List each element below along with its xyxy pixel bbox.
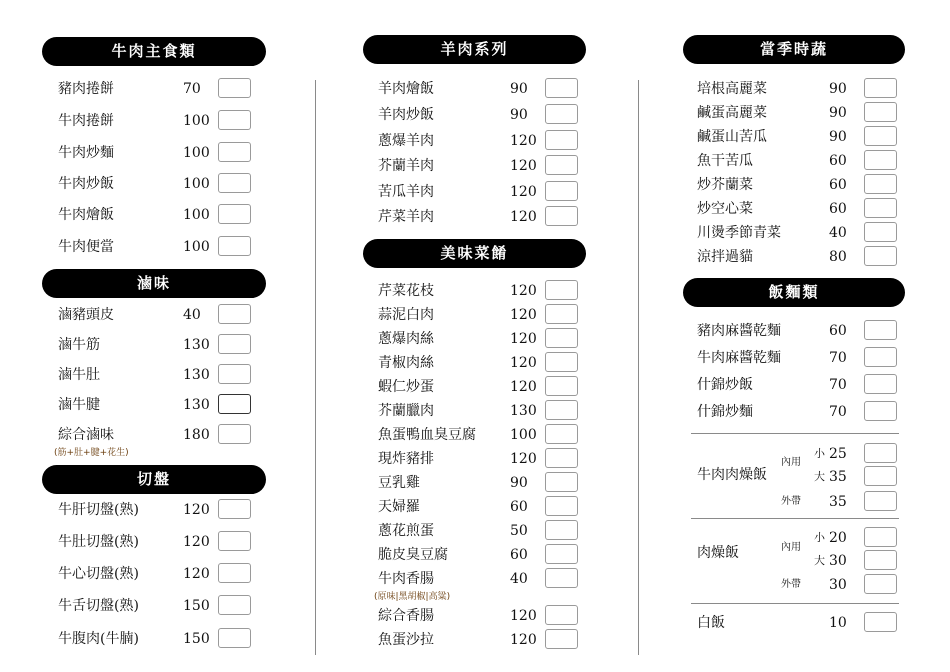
quantity-box[interactable] xyxy=(864,527,897,547)
item-price: 10 xyxy=(829,615,847,631)
menu-item xyxy=(58,79,258,99)
item-name: 什錦炒飯 xyxy=(697,377,753,393)
item-price: 100 xyxy=(183,207,210,223)
menu-item xyxy=(697,348,897,368)
menu-item xyxy=(378,497,578,517)
menu-column-1 xyxy=(54,0,258,672)
item-name: 牛心切盤(熟) xyxy=(58,566,139,582)
menu-item xyxy=(58,500,258,520)
quantity-box[interactable] xyxy=(545,472,578,492)
menu-item xyxy=(378,353,578,373)
item-name: 鹹蛋山苦瓜 xyxy=(697,129,767,145)
item-price: 60 xyxy=(510,547,528,563)
quantity-box[interactable] xyxy=(864,443,897,463)
menu-item xyxy=(58,143,258,163)
size-small-label: 小 xyxy=(814,531,825,544)
menu-column-3 xyxy=(697,0,897,672)
item-price: 120 xyxy=(510,307,537,323)
size-small-label: 小 xyxy=(814,447,825,460)
menu-item xyxy=(378,156,578,176)
menu-item xyxy=(58,596,258,616)
item-price: 30 xyxy=(829,553,847,569)
item-price: 120 xyxy=(510,283,537,299)
quantity-box[interactable] xyxy=(864,174,897,194)
section-header-rice-noodle: 飯麵類 xyxy=(683,278,905,307)
quantity-box[interactable] xyxy=(545,376,578,396)
quantity-box[interactable] xyxy=(545,78,578,98)
item-name: 涼拌過貓 xyxy=(697,249,753,265)
item-price: 35 xyxy=(829,494,847,510)
item-name: 蔥花煎蛋 xyxy=(378,523,434,539)
item-name: 牛舌切盤(熟) xyxy=(58,598,139,614)
item-price: 30 xyxy=(829,577,847,593)
section-header-braised: 滷味 xyxy=(42,269,266,298)
item-name: 滷豬頭皮 xyxy=(58,307,114,323)
item-name: 鹹蛋高麗菜 xyxy=(697,105,767,121)
item-name: 魚干苦瓜 xyxy=(697,153,753,169)
menu-item xyxy=(58,425,258,445)
item-name: 豬肉捲餅 xyxy=(58,81,114,97)
menu-item xyxy=(378,182,578,202)
item-name: 炒空心菜 xyxy=(697,201,753,217)
item-name: 蒜泥白肉 xyxy=(378,307,434,323)
item-name: 川燙季節青菜 xyxy=(697,225,781,241)
item-name: 現炸豬排 xyxy=(378,451,434,467)
quantity-box[interactable] xyxy=(545,328,578,348)
item-name: 牛肉捲餅 xyxy=(58,113,114,129)
item-price: 20 xyxy=(829,530,847,546)
quantity-box[interactable] xyxy=(864,102,897,122)
menu-item xyxy=(697,375,897,395)
dine-in-label: 內用 xyxy=(781,457,801,468)
quantity-box[interactable] xyxy=(218,334,251,354)
item-name: 牛肝切盤(熟) xyxy=(58,502,139,518)
menu-item xyxy=(697,321,897,341)
menu-item xyxy=(697,175,897,195)
quantity-box[interactable] xyxy=(545,568,578,588)
item-name: 羊肉炒飯 xyxy=(378,107,434,123)
item-price: 90 xyxy=(510,475,528,491)
item-price: 120 xyxy=(183,534,210,550)
item-name: 牛肉炒麵 xyxy=(58,145,114,161)
quantity-box[interactable] xyxy=(218,173,251,193)
item-price: 25 xyxy=(829,446,847,462)
menu-item xyxy=(58,395,258,415)
menu-item xyxy=(697,223,897,243)
item-name: 牛肉便當 xyxy=(58,239,114,255)
item-name: 牛腹肉(牛腩) xyxy=(58,631,139,647)
item-price: 90 xyxy=(510,81,528,97)
takeout-label: 外帶 xyxy=(781,496,801,507)
quantity-box[interactable] xyxy=(218,628,251,648)
quantity-box[interactable] xyxy=(545,544,578,564)
item-name: 蝦仁炒蛋 xyxy=(378,379,434,395)
divider-line xyxy=(691,518,899,519)
menu-item xyxy=(697,79,897,99)
item-name: 牛肉燴飯 xyxy=(58,207,114,223)
item-price: 150 xyxy=(183,598,210,614)
item-price: 40 xyxy=(829,225,847,241)
item-name: 牛肚切盤(熟) xyxy=(58,534,139,550)
menu-item xyxy=(378,377,578,397)
item-price: 120 xyxy=(510,133,537,149)
quantity-box[interactable] xyxy=(545,352,578,372)
menu-item xyxy=(378,606,578,626)
menu-item xyxy=(58,564,258,584)
item-price: 70 xyxy=(829,404,847,420)
item-name: 脆皮臭豆腐 xyxy=(378,547,448,563)
item-price: 90 xyxy=(510,107,528,123)
menu-item xyxy=(378,329,578,349)
quantity-box[interactable] xyxy=(864,126,897,146)
item-name: 芥蘭羊肉 xyxy=(378,158,434,174)
item-price: 60 xyxy=(829,201,847,217)
quantity-box[interactable] xyxy=(864,374,897,394)
item-name: 豆乳雞 xyxy=(378,475,420,491)
quantity-box[interactable] xyxy=(864,466,897,486)
quantity-box[interactable] xyxy=(218,142,251,162)
item-price: 130 xyxy=(183,367,210,383)
item-name: 魚蛋沙拉 xyxy=(378,632,434,648)
quantity-box[interactable] xyxy=(218,424,251,444)
item-price: 50 xyxy=(510,523,528,539)
item-name: 天婦羅 xyxy=(378,499,420,515)
menu-column-2 xyxy=(374,0,578,672)
menu-item xyxy=(378,281,578,301)
item-price: 60 xyxy=(829,153,847,169)
size-large-label: 大 xyxy=(814,470,825,483)
menu-item xyxy=(697,199,897,219)
menu-item xyxy=(697,151,897,171)
quantity-box[interactable] xyxy=(864,550,897,570)
item-price: 120 xyxy=(510,158,537,174)
item-price: 120 xyxy=(183,566,210,582)
quantity-box[interactable] xyxy=(218,78,251,98)
quantity-box[interactable] xyxy=(218,595,251,615)
menu-item xyxy=(378,521,578,541)
quantity-box[interactable] xyxy=(545,104,578,124)
quantity-box[interactable] xyxy=(218,394,251,414)
menu-item xyxy=(58,174,258,194)
quantity-box[interactable] xyxy=(545,181,578,201)
item-name: 什錦炒麵 xyxy=(697,404,753,420)
item-price: 90 xyxy=(829,129,847,145)
item-name: 芥蘭臘肉 xyxy=(378,403,434,419)
item-name: 綜合滷味 xyxy=(58,427,114,443)
item-name: 滷牛肚 xyxy=(58,367,100,383)
dine-in-label: 內用 xyxy=(781,542,801,553)
quantity-box[interactable] xyxy=(545,400,578,420)
section-header-sliced: 切盤 xyxy=(42,465,266,494)
quantity-box[interactable] xyxy=(864,491,897,511)
menu-item xyxy=(697,127,897,147)
item-price: 180 xyxy=(183,427,210,443)
menu-item xyxy=(58,237,258,257)
item-price: 130 xyxy=(183,397,210,413)
menu-item xyxy=(58,532,258,552)
section-header-dishes: 美味菜餚 xyxy=(363,239,586,268)
item-name: 白飯 xyxy=(697,615,725,631)
quantity-box[interactable] xyxy=(545,130,578,150)
quantity-box[interactable] xyxy=(545,520,578,540)
quantity-box[interactable] xyxy=(545,605,578,625)
section-header-veg: 當季時蔬 xyxy=(683,35,905,64)
item-name: 肉燥飯 xyxy=(697,545,739,561)
quantity-box[interactable] xyxy=(218,204,251,224)
column-divider-1 xyxy=(315,80,316,655)
quantity-box[interactable] xyxy=(218,499,251,519)
item-name: 蔥爆肉絲 xyxy=(378,331,434,347)
item-price: 130 xyxy=(510,403,537,419)
menu-item xyxy=(697,247,897,267)
quantity-box[interactable] xyxy=(218,531,251,551)
item-name: 芹菜羊肉 xyxy=(378,209,434,225)
menu-item xyxy=(378,131,578,151)
quantity-box[interactable] xyxy=(864,347,897,367)
quantity-box[interactable] xyxy=(218,110,251,130)
item-price: 120 xyxy=(510,632,537,648)
item-price: 100 xyxy=(183,113,210,129)
item-price: 100 xyxy=(183,239,210,255)
item-name: 蔥爆羊肉 xyxy=(378,133,434,149)
item-price: 120 xyxy=(510,355,537,371)
quantity-box[interactable] xyxy=(545,424,578,444)
item-price: 100 xyxy=(510,427,537,443)
quantity-box[interactable] xyxy=(864,320,897,340)
menu-item xyxy=(378,569,578,589)
item-price: 40 xyxy=(510,571,528,587)
quantity-box[interactable] xyxy=(545,155,578,175)
item-name: 青椒肉絲 xyxy=(378,355,434,371)
item-name: 滷牛筋 xyxy=(58,337,100,353)
menu-item-white-rice xyxy=(697,613,897,633)
item-price: 130 xyxy=(183,337,210,353)
section-header-lamb: 羊肉系列 xyxy=(363,35,586,64)
section-header-beef-main: 牛肉主食類 xyxy=(42,37,266,66)
menu-item xyxy=(378,545,578,565)
menu-item xyxy=(378,207,578,227)
quantity-box[interactable] xyxy=(864,150,897,170)
menu-item xyxy=(58,629,258,649)
quantity-box[interactable] xyxy=(545,448,578,468)
quantity-box[interactable] xyxy=(218,236,251,256)
item-price: 60 xyxy=(829,323,847,339)
item-price: 70 xyxy=(829,350,847,366)
item-price: 120 xyxy=(510,379,537,395)
quantity-box[interactable] xyxy=(864,246,897,266)
item-name: 牛肉炒飯 xyxy=(58,176,114,192)
menu-item xyxy=(378,425,578,445)
quantity-box[interactable] xyxy=(864,222,897,242)
item-price: 35 xyxy=(829,469,847,485)
item-price: 100 xyxy=(183,176,210,192)
item-name: 魚蛋鴨血臭豆腐 xyxy=(378,427,476,443)
sausage-flavor-note: (原味|黑胡椒|高粱) xyxy=(374,592,451,602)
menu-item xyxy=(697,402,897,422)
item-name: 牛肉香腸 xyxy=(378,571,434,587)
item-name: 豬肉麻醬乾麵 xyxy=(697,323,781,339)
item-price: 120 xyxy=(510,608,537,624)
menu-item xyxy=(378,449,578,469)
menu-item xyxy=(378,105,578,125)
item-price: 120 xyxy=(510,184,537,200)
menu-item xyxy=(58,111,258,131)
takeout-label: 外帶 xyxy=(781,579,801,590)
item-name: 牛肉肉燥飯 xyxy=(697,467,767,483)
item-price: 90 xyxy=(829,81,847,97)
item-price: 60 xyxy=(829,177,847,193)
item-price: 120 xyxy=(510,209,537,225)
divider-line xyxy=(691,603,899,604)
item-name: 苦瓜羊肉 xyxy=(378,184,434,200)
column-divider-2 xyxy=(638,80,639,655)
item-price: 40 xyxy=(183,307,201,323)
item-price: 80 xyxy=(829,249,847,265)
size-large-label: 大 xyxy=(814,554,825,567)
braised-combo-note: (筋+肚+腱+花生) xyxy=(54,448,129,458)
item-price: 60 xyxy=(510,499,528,515)
menu-item xyxy=(378,630,578,650)
item-name: 滷牛腱 xyxy=(58,397,100,413)
menu-item xyxy=(378,305,578,325)
menu-item xyxy=(58,205,258,225)
quantity-box[interactable] xyxy=(864,198,897,218)
quantity-box[interactable] xyxy=(218,364,251,384)
item-price: 70 xyxy=(183,81,201,97)
quantity-box[interactable] xyxy=(545,280,578,300)
item-price: 90 xyxy=(829,105,847,121)
quantity-box[interactable] xyxy=(545,304,578,324)
menu-item xyxy=(58,335,258,355)
item-price: 70 xyxy=(829,377,847,393)
item-name: 羊肉燴飯 xyxy=(378,81,434,97)
menu-item xyxy=(697,103,897,123)
quantity-box[interactable] xyxy=(864,78,897,98)
menu-item xyxy=(58,305,258,325)
item-price: 100 xyxy=(183,145,210,161)
quantity-box[interactable] xyxy=(864,401,897,421)
menu-item xyxy=(58,365,258,385)
item-price: 120 xyxy=(510,331,537,347)
item-price: 120 xyxy=(510,451,537,467)
quantity-box[interactable] xyxy=(545,206,578,226)
divider-line xyxy=(691,433,899,434)
quantity-box[interactable] xyxy=(545,496,578,516)
item-name: 炒芥蘭菜 xyxy=(697,177,753,193)
item-name: 牛肉麻醬乾麵 xyxy=(697,350,781,366)
item-name: 培根高麗菜 xyxy=(697,81,767,97)
item-name: 綜合香腸 xyxy=(378,608,434,624)
item-price: 150 xyxy=(183,631,210,647)
item-price: 120 xyxy=(183,502,210,518)
quantity-box[interactable] xyxy=(218,563,251,583)
quantity-box[interactable] xyxy=(218,304,251,324)
menu-item xyxy=(378,473,578,493)
menu-item xyxy=(378,401,578,421)
quantity-box[interactable] xyxy=(864,612,897,632)
menu-item xyxy=(378,79,578,99)
quantity-box[interactable] xyxy=(864,574,897,594)
quantity-box[interactable] xyxy=(545,629,578,649)
item-name: 芹菜花枝 xyxy=(378,283,434,299)
